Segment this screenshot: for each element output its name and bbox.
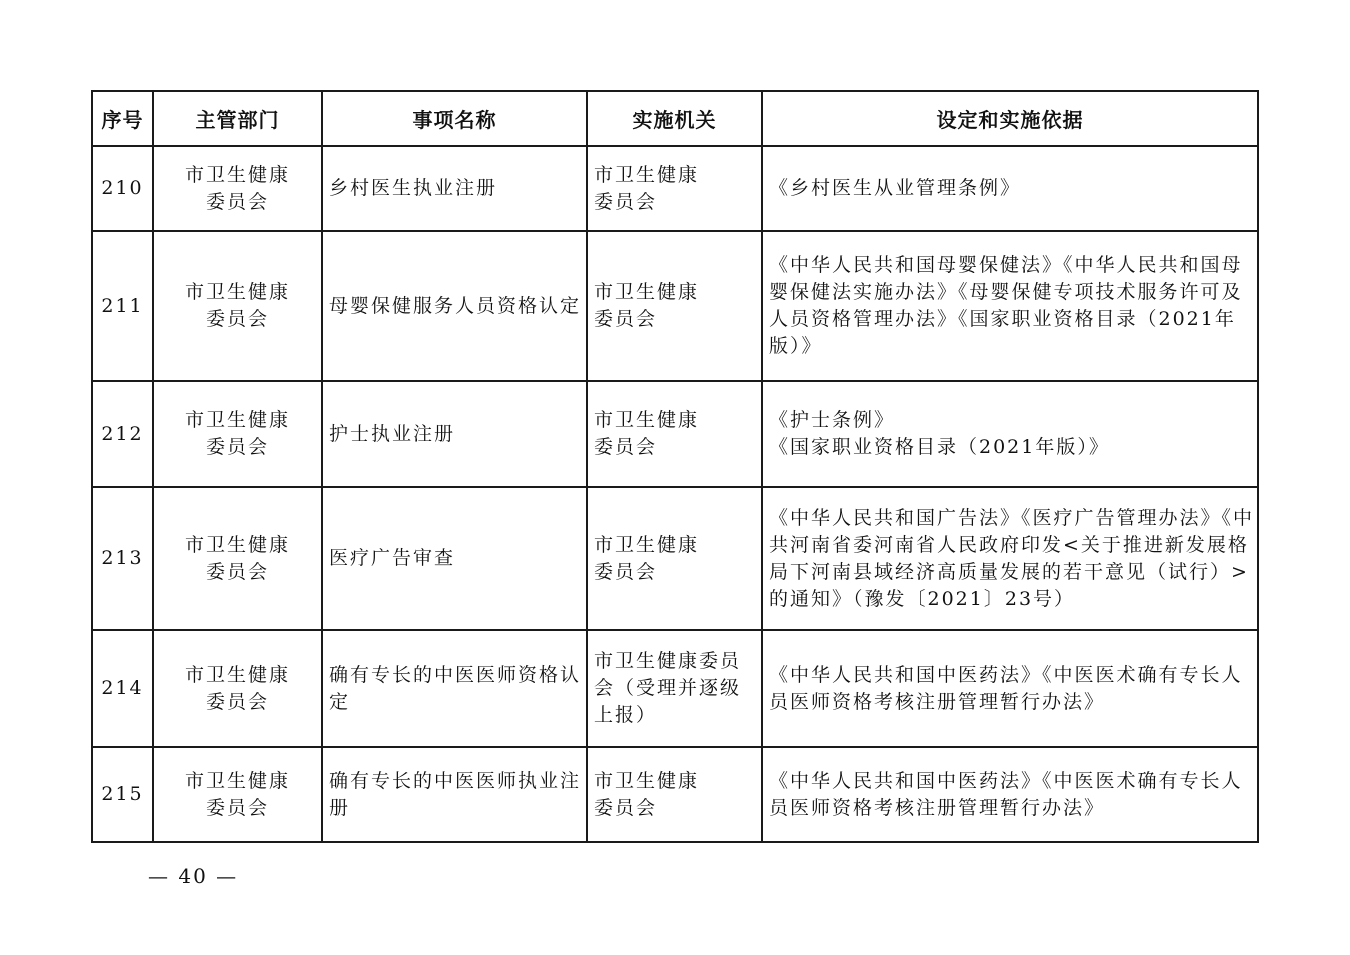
row-dept-text: 市卫生健康 委员会 <box>184 281 290 330</box>
header-basis: 设定和实施依据 <box>762 91 1258 146</box>
header-seq: 序号 <box>92 91 153 146</box>
row-seq: 210 <box>92 146 153 231</box>
row-basis: 《乡村医生从业管理条例》 <box>762 146 1258 231</box>
row-basis: 《中华人民共和国中医药法》《中医医术确有专长人员医师资格考核注册管理暂行办法》 <box>762 747 1258 842</box>
row-dept-text: 市卫生健康 委员会 <box>184 533 290 583</box>
row-dept <box>153 146 322 231</box>
row-dept <box>153 231 322 381</box>
row-basis: 《中华人民共和国母婴保健法》《中华人民共和国母婴保健法实施办法》《母婴保健专项技术服务许可及人员资格管理办法》《国家职业资格目录（2021年版）》 <box>762 231 1258 381</box>
row-dept-text: 市卫生健康 委员会 <box>184 769 290 819</box>
header-dept: 主管部门 <box>153 91 322 146</box>
row-item: 确有专长的中医医师执业注册 <box>322 747 587 842</box>
row-basis-text: 《护士条例》 《国家职业资格目录（2021年版）》 <box>769 409 1110 458</box>
row-dept-text: 市卫生健康 委员会 <box>184 663 290 713</box>
table-row <box>92 146 1258 231</box>
row-seq: 214 <box>92 630 153 747</box>
row-seq: 213 <box>92 487 153 630</box>
row-seq: 212 <box>92 381 153 487</box>
row-org <box>587 487 762 630</box>
row-org <box>587 231 762 381</box>
row-dept <box>153 747 322 842</box>
table-row <box>92 231 1258 381</box>
licensing-items-table <box>91 90 1259 843</box>
header-item: 事项名称 <box>322 91 587 146</box>
row-org-text: 市卫生健康 委员会 <box>594 533 700 583</box>
row-item: 护士执业注册 <box>322 381 587 487</box>
row-org <box>587 747 762 842</box>
row-dept-text: 市卫生健康 委员会 <box>184 409 290 458</box>
row-item: 确有专长的中医医师资格认定 <box>322 630 587 747</box>
table-row <box>92 487 1258 630</box>
row-org-text: 市卫生健康 委员会 <box>594 769 700 819</box>
table-row <box>92 747 1258 842</box>
row-seq: 215 <box>92 747 153 842</box>
row-org-text: 市卫生健康 委员会 <box>594 281 700 330</box>
row-basis: 《中华人民共和国中医药法》《中医医术确有专长人员医师资格考核注册管理暂行办法》 <box>762 630 1258 747</box>
row-dept <box>153 381 322 487</box>
row-seq: 211 <box>92 231 153 381</box>
row-org: 市卫生健康委员会（受理并逐级上报） <box>587 630 762 747</box>
row-item: 乡村医生执业注册 <box>322 146 587 231</box>
table-header-row <box>92 91 1258 146</box>
table-row <box>92 381 1258 487</box>
row-item: 医疗广告审查 <box>322 487 587 630</box>
table-row <box>92 630 1258 747</box>
row-org-text: 市卫生健康 委员会 <box>594 409 700 458</box>
row-org <box>587 146 762 231</box>
row-item: 母婴保健服务人员资格认定 <box>322 231 587 381</box>
row-dept <box>153 630 322 747</box>
page-number: — 40 — <box>148 864 239 888</box>
row-dept <box>153 487 322 630</box>
row-basis <box>762 381 1258 487</box>
row-org <box>587 381 762 487</box>
row-basis: 《中华人民共和国广告法》《医疗广告管理办法》《中共河南省委河南省人民政府印发<关于推进新发展格局下河南县域经济高质量发展的若干意见（试行）>的通知》（豫发〔2021〕23号） <box>762 487 1258 630</box>
header-org: 实施机关 <box>587 91 762 146</box>
row-dept-text: 市卫生健康 委员会 <box>184 163 290 213</box>
row-org-text: 市卫生健康 委员会 <box>594 163 700 213</box>
